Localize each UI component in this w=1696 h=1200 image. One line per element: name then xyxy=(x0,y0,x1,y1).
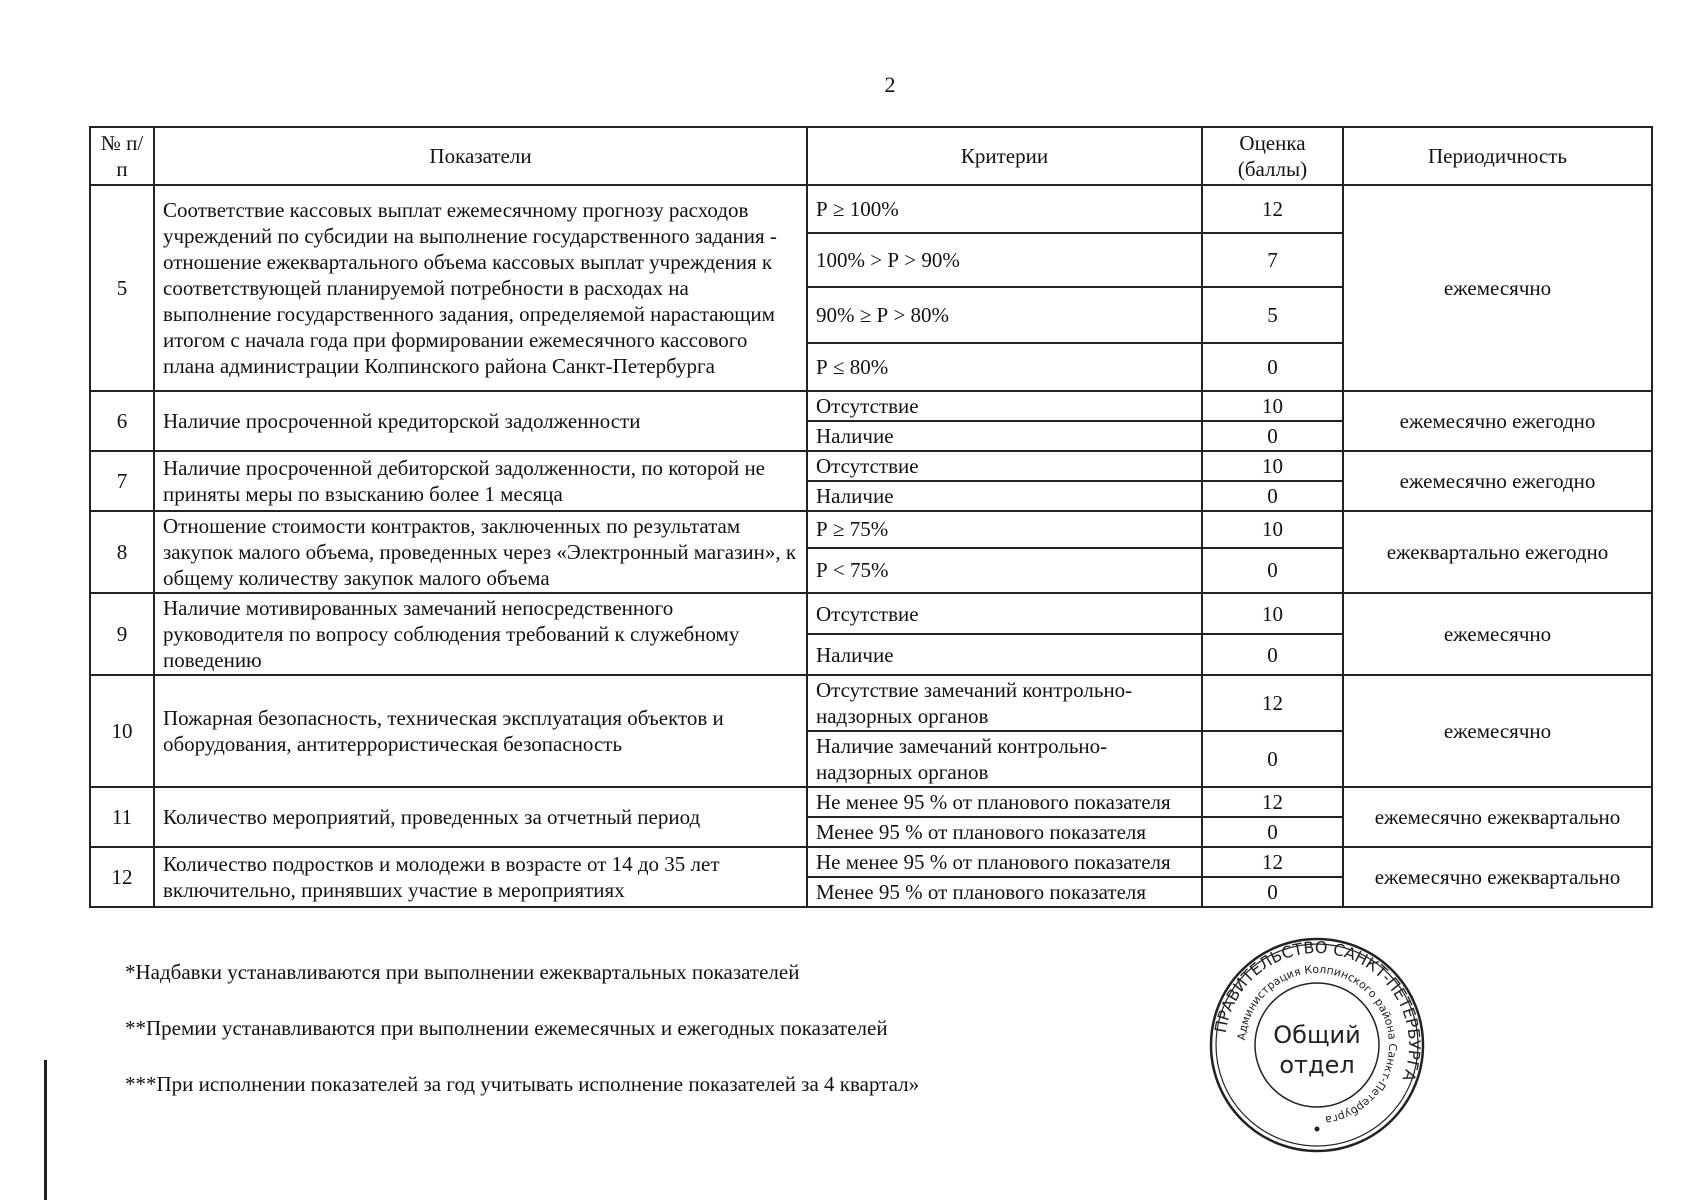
indicator-text: Наличие мотивированных замечаний непосредственного руководителя по вопросу соблюдения требований к служебному поведению xyxy=(154,593,807,675)
periodicity-text: ежемесячно xyxy=(1343,675,1652,787)
periodicity-text: ежеквартально ежегодно xyxy=(1343,511,1652,593)
header-score: Оценка (баллы) xyxy=(1202,127,1343,185)
score-value: 12 xyxy=(1202,787,1343,817)
score-value: 0 xyxy=(1202,481,1343,511)
stamp-outer-text: ПРАВИТЕЛЬСТВО САНКТ-ПЕТЕРБУРГА xyxy=(1210,937,1425,1084)
table-row xyxy=(90,847,1652,877)
page-margin-line xyxy=(44,1060,47,1200)
criterion-text: Менее 95 % от планового показателя xyxy=(807,817,1202,847)
criterion-text: Наличие xyxy=(807,634,1202,675)
criterion-text: Р ≥ 75% xyxy=(807,511,1202,548)
score-value: 10 xyxy=(1202,451,1343,481)
row-number: 6 xyxy=(90,391,154,451)
criterion-text: 90% ≥ Р > 80% xyxy=(807,287,1202,343)
stamp-center-line2: отдел xyxy=(1279,1051,1355,1079)
table-row xyxy=(90,185,1652,233)
criterion-text: Р < 75% xyxy=(807,548,1202,593)
score-value: 12 xyxy=(1202,675,1343,731)
criterion-text: Отсутствие замечаний контрольно-надзорных органов xyxy=(807,675,1202,731)
criterion-text: Наличие xyxy=(807,481,1202,511)
table-row xyxy=(90,675,1652,731)
criterion-text: Не менее 95 % от планового показателя xyxy=(807,787,1202,817)
footnote-2: **Премии устанавливаются при выполнении ежемесячных и ежегодных показателей xyxy=(125,1016,888,1040)
official-stamp xyxy=(1207,935,1427,1155)
indicator-text: Наличие просроченной кредиторской задолженности xyxy=(154,391,807,451)
periodicity-text: ежемесячно ежегодно xyxy=(1343,391,1652,451)
footnote-3: ***При исполнении показателей за год учитывать исполнение показателей за 4 квартал» xyxy=(125,1072,920,1096)
row-number: 9 xyxy=(90,593,154,675)
header-criteria: Критерии xyxy=(807,127,1202,185)
criterion-text: Отсутствие xyxy=(807,451,1202,481)
stamp-center-line1: Общий xyxy=(1273,1021,1361,1049)
row-number: 7 xyxy=(90,451,154,511)
table-row xyxy=(90,391,1652,421)
criterion-text: Наличие замечаний контрольно-надзорных органов xyxy=(807,731,1202,787)
score-value: 10 xyxy=(1202,593,1343,634)
score-value: 5 xyxy=(1202,287,1343,343)
indicator-text: Соответствие кассовых выплат ежемесячному прогнозу расходов учреждений по субсидии на выполнение государственного задания - отношение ежеквартального объема кассовых выплат учреждения к соответствующей планируемой потребности в расходах на выполнение государственного задания, определяемой нарастающим итогом с начала года при формировании ежемесячного кассового плана администрации Колпинского района Санкт-Петербурга xyxy=(154,185,807,391)
score-value: 0 xyxy=(1202,731,1343,787)
criterion-text: Р ≤ 80% xyxy=(807,343,1202,391)
indicator-text: Количество подростков и молодежи в возрасте от 14 до 35 лет включительно, принявших участие в мероприятиях xyxy=(154,847,807,907)
header-periodicity: Периодичность xyxy=(1343,127,1652,185)
criterion-text: Отсутствие xyxy=(807,593,1202,634)
table-row xyxy=(90,511,1652,548)
table-row xyxy=(90,451,1652,481)
score-value: 0 xyxy=(1202,817,1343,847)
footnotes xyxy=(125,960,919,1128)
row-number: 10 xyxy=(90,675,154,787)
criterion-text: Наличие xyxy=(807,421,1202,451)
row-number: 5 xyxy=(90,185,154,391)
periodicity-text: ежемесячно ежеквартально xyxy=(1343,847,1652,907)
footnote-1: *Надбавки устанавливаются при выполнении ежеквартальных показателей xyxy=(125,960,800,984)
row-number: 12 xyxy=(90,847,154,907)
criterion-text: Менее 95 % от планового показателя xyxy=(807,877,1202,907)
score-value: 0 xyxy=(1202,548,1343,593)
periodicity-text: ежемесячно xyxy=(1343,185,1652,391)
score-value: 0 xyxy=(1202,634,1343,675)
table-header-row xyxy=(90,127,1652,185)
criterion-text: Не менее 95 % от планового показателя xyxy=(807,847,1202,877)
stamp-inner-text: Администрация Колпинского района Санкт-Петербурга xyxy=(1235,962,1400,1127)
criterion-text: 100% > Р > 90% xyxy=(807,233,1202,287)
score-value: 12 xyxy=(1202,847,1343,877)
criteria-table xyxy=(89,126,1653,908)
stamp-dot xyxy=(1315,1127,1320,1132)
indicator-text: Пожарная безопасность, техническая эксплуатация объектов и оборудования, антитеррористическая безопасность xyxy=(154,675,807,787)
indicator-text: Наличие просроченной дебиторской задолженности, по которой не приняты меры по взысканию более 1 месяца xyxy=(154,451,807,511)
row-number: 8 xyxy=(90,511,154,593)
score-value: 0 xyxy=(1202,343,1343,391)
table-row xyxy=(90,787,1652,817)
header-num: № п/п xyxy=(90,127,154,185)
table-body xyxy=(90,185,1652,907)
score-value: 0 xyxy=(1202,421,1343,451)
score-value: 10 xyxy=(1202,511,1343,548)
score-value: 0 xyxy=(1202,877,1343,907)
criterion-text: Отсутствие xyxy=(807,391,1202,421)
header-indicators: Показатели xyxy=(154,127,807,185)
row-number: 11 xyxy=(90,787,154,847)
periodicity-text: ежемесячно ежеквартально xyxy=(1343,787,1652,847)
score-value: 7 xyxy=(1202,233,1343,287)
page-number: 2 xyxy=(884,72,896,97)
periodicity-text: ежемесячно ежегодно xyxy=(1343,451,1652,511)
periodicity-text: ежемесячно xyxy=(1343,593,1652,675)
table-row xyxy=(90,593,1652,634)
indicator-text: Количество мероприятий, проведенных за отчетный период xyxy=(154,787,807,847)
indicator-text: Отношение стоимости контрактов, заключенных по результатам закупок малого объема, проведенных через «Электронный магазин», к общему количеству закупок малого объема xyxy=(154,511,807,593)
score-value: 12 xyxy=(1202,185,1343,233)
criterion-text: Р ≥ 100% xyxy=(807,185,1202,233)
score-value: 10 xyxy=(1202,391,1343,421)
